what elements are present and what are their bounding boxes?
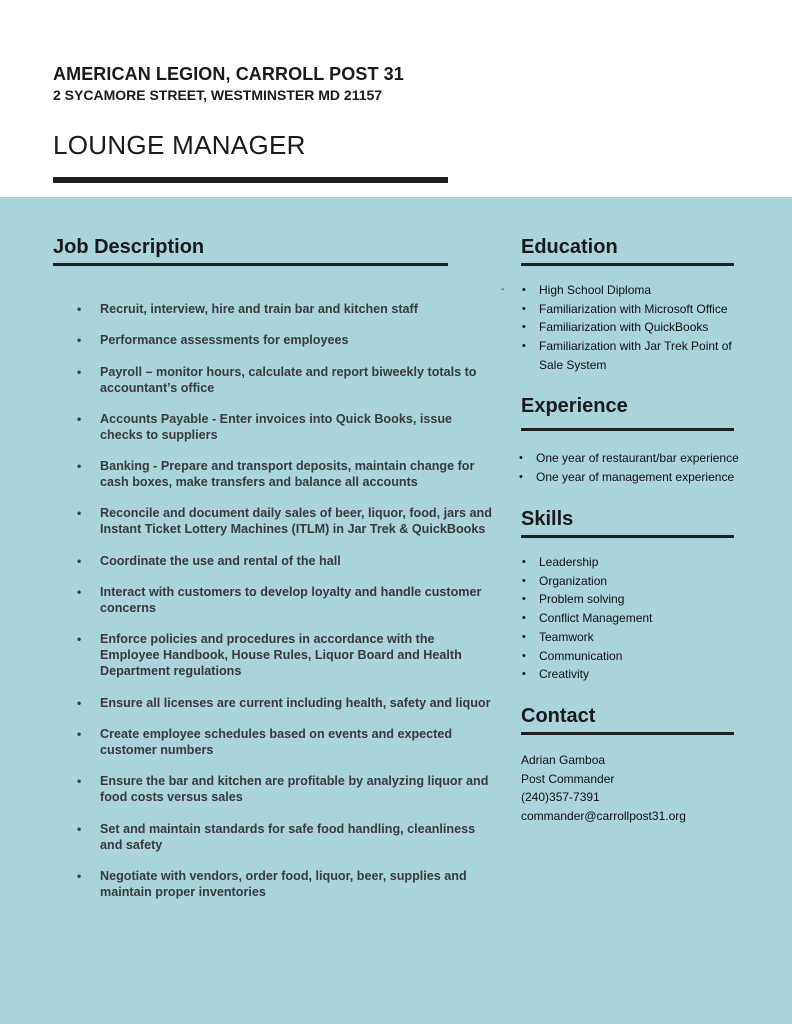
contact-phone: (240)357-7391: [521, 790, 600, 805]
list-item: • Familiarization with Jar Trek Point of Sale System: [539, 337, 739, 374]
list-item: • Organization: [539, 572, 739, 591]
list-item: • Negotiate with vendors, order food, liquor, beer, supplies and maintain proper inventories: [53, 868, 493, 900]
job-description-divider: [53, 263, 448, 266]
education-heading: Education: [521, 236, 618, 258]
list-item: • Reconcile and document daily sales of beer, liquor, food, jars and Instant Ticket Lottery Machines (ITLM) in Jar Trek & QuickBooks: [53, 505, 493, 537]
list-item: • Coordinate the use and rental of the hall: [53, 553, 493, 569]
contact-name: Adrian Gamboa: [521, 753, 606, 767]
education-list: [539, 281, 739, 375]
job-title: LOUNGE MANAGER: [53, 130, 306, 160]
experience-list: [536, 449, 776, 486]
list-item: • Enforce policies and procedures in accordance with the Employee Handbook, House Rules, Liquor Board and Health Department regulations: [53, 631, 493, 679]
experience-heading: Experience: [521, 395, 628, 417]
list-item: • Set and maintain standards for safe food handling, cleanliness and safety: [53, 821, 493, 853]
experience-divider: [521, 428, 734, 431]
contact-divider: [521, 732, 734, 735]
contact-email: commander@carrollpost31.org: [521, 809, 686, 824]
list-item: • Problem solving: [539, 590, 739, 609]
list-item: • Creativity: [539, 665, 739, 684]
list-item: • High School Diploma: [539, 281, 739, 300]
list-item: • Payroll – monitor hours, calculate and report biweekly totals to accountant’s office: [53, 364, 493, 396]
list-item: • Familiarization with Microsoft Office: [539, 300, 739, 319]
contact-heading: Contact: [521, 705, 596, 727]
title-divider: [53, 177, 448, 183]
list-item: • One year of restaurant/bar experience: [536, 449, 776, 468]
list-item: • Recruit, interview, hire and train bar and kitchen staff: [53, 301, 493, 317]
list-item: • Conflict Management: [539, 609, 739, 628]
list-item: • Teamwork: [539, 628, 739, 647]
list-item: • Create employee schedules based on events and expected customer numbers: [53, 726, 493, 758]
org-address: 2 SYCAMORE STREET, WESTMINSTER MD 21157: [53, 87, 383, 103]
skills-list: [539, 553, 739, 684]
stray-dash: -: [501, 284, 505, 295]
contact-role: Post Commander: [521, 771, 615, 786]
skills-divider: [521, 535, 734, 538]
education-divider: [521, 263, 734, 266]
org-name: AMERICAN LEGION, CARROLL POST 31: [53, 64, 404, 84]
job-description-heading: Job Description: [53, 236, 205, 258]
job-description-list: [53, 301, 493, 915]
skills-heading: Skills: [521, 508, 574, 530]
header: [53, 62, 473, 104]
list-item: • Accounts Payable - Enter invoices into Quick Books, issue checks to suppliers: [53, 411, 493, 443]
list-item: • Ensure all licenses are current including health, safety and liquor: [53, 695, 493, 711]
list-item: • Banking - Prepare and transport deposits, maintain change for cash boxes, make transfers and balance all accounts: [53, 458, 493, 490]
list-item: • Communication: [539, 647, 739, 666]
list-item: • Familiarization with QuickBooks: [539, 318, 739, 337]
list-item: • Performance assessments for employees: [53, 332, 493, 348]
list-item: • One year of management experience: [536, 468, 776, 487]
contact-details: [521, 751, 686, 826]
list-item: • Interact with customers to develop loyalty and handle customer concerns: [53, 584, 493, 616]
list-item: • Ensure the bar and kitchen are profitable by analyzing liquor and food costs versus sales: [53, 773, 493, 805]
list-item: • Leadership: [539, 553, 739, 572]
